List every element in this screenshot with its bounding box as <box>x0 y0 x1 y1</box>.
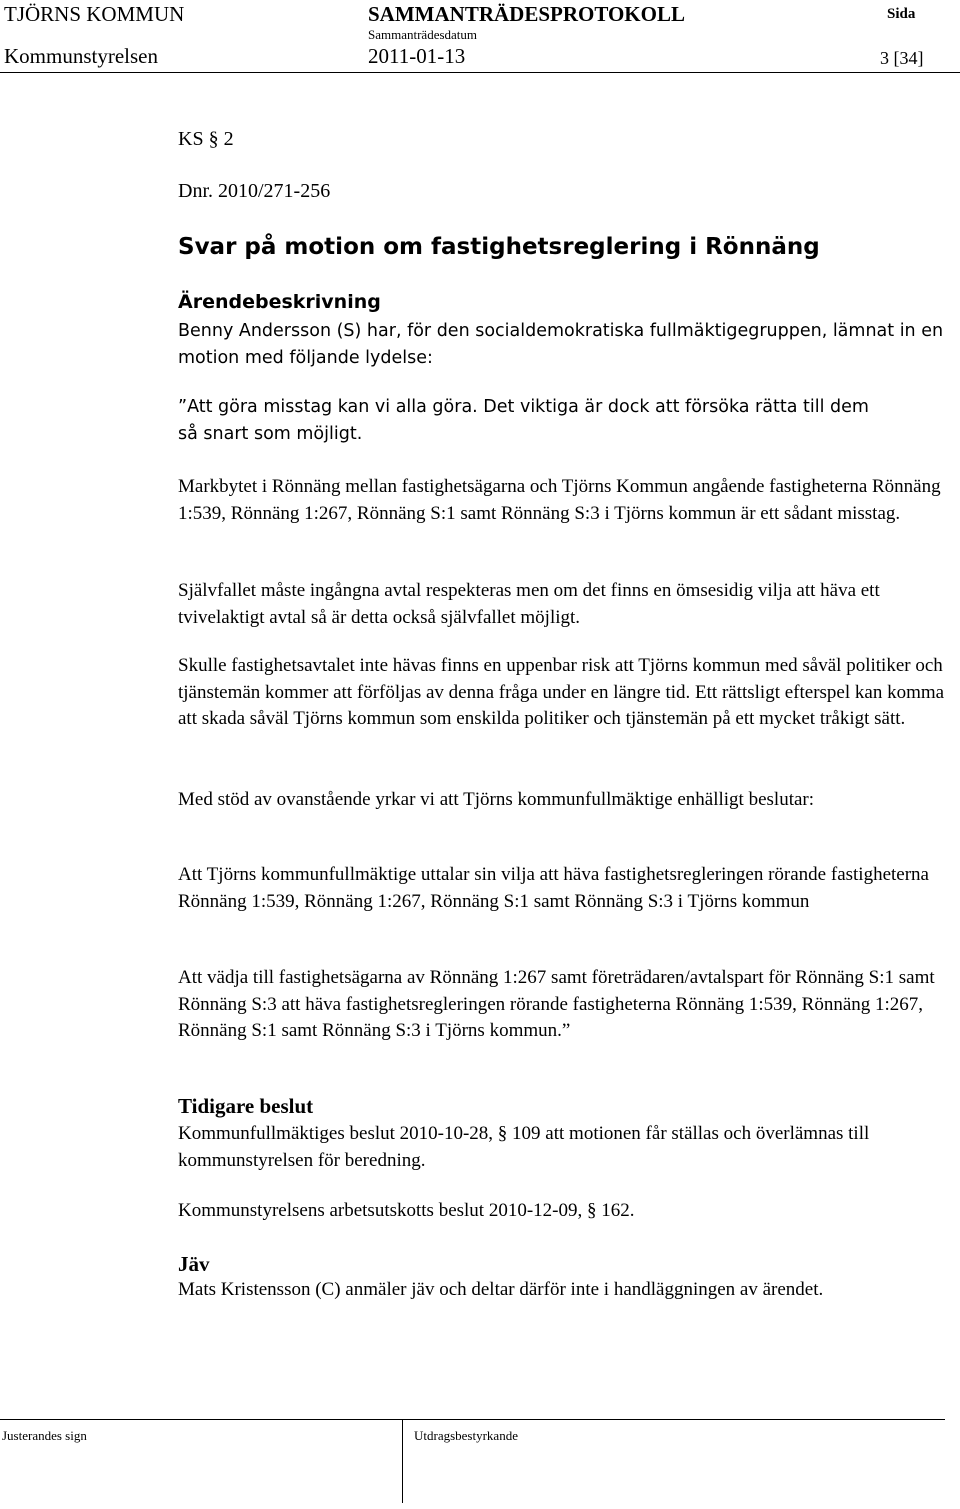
motion-paragraph-6: Att vädja till fastighetsägarna av Rönnäng 1:267 samt företrädaren/avtalspart för Rönnäng S:1 samt Rönnäng S:3 att häva fastighetsregleringen rörande fastigheterna Rönnäng 1:539, Rönnäng 1:267, Rönnäng S:1 samt Rönnäng S:3 i Tjörns kommun.” <box>178 967 935 1041</box>
case-dnr: Dnr. 2010/271-256 <box>178 180 331 202</box>
previous-decisions-heading: Tidigare beslut <box>178 1094 314 1118</box>
page-label: Sida <box>887 6 916 22</box>
motion-paragraph-5: Att Tjörns kommunfullmäktige uttalar sin vilja att häva fastighetsregleringen rörande fastigheterna Rönnäng 1:539, Rönnäng 1:267, Rönnäng S:1 samt Rönnäng S:3 i Tjörns kommun <box>178 864 929 912</box>
footer-signature-label: Justerandes sign <box>2 1428 87 1443</box>
previous-decision-2: Kommunstyrelsens arbetsutskotts beslut 2010-12-09, § 162. <box>178 1200 635 1221</box>
header-rule <box>0 72 960 73</box>
description-heading: Ärendebeskrivning <box>178 291 381 313</box>
committee-name: Kommunstyrelsen <box>4 44 158 68</box>
footer-rule <box>0 1419 945 1420</box>
motion-paragraph-3: Skulle fastighetsavtalet inte hävas finns en uppenbar risk att Tjörns kommun med såväl politiker och tjänstemän kommer att förföljas av denna fråga under en längre tid. Ett rättsligt efterspel kan komma att skada såväl Tjörns kommun som enskilda politiker och tjänstemän på ett mycket tråkigt sätt. <box>178 655 945 729</box>
protocol-title: SAMMANTRÄDESPROTOKOLL <box>368 2 685 26</box>
footer-certification-label: Utdragsbestyrkande <box>414 1428 518 1443</box>
motion-paragraph-4: Med stöd av ovanstående yrkar vi att Tjörns kommunfullmäktige enhälligt beslutar: <box>178 789 815 810</box>
meeting-date: 2011-01-13 <box>368 44 466 68</box>
motion-paragraph-2: Självfallet måste ingångna avtal respekteras men om det finns en ömsesidig vilja att häva ett tvivelaktigt avtal så är detta också självfallet möjligt. <box>178 580 880 628</box>
previous-decision-1: Kommunfullmäktiges beslut 2010-10-28, § 109 att motionen får ställas och överlämnas till kommunstyrelsen för beredning. <box>178 1123 870 1171</box>
quote-line-1: ”Att göra misstag kan vi alla göra. Det viktiga är dock att försöka rätta till dem <box>178 397 869 417</box>
conflict-text: Mats Kristensson (C) anmäler jäv och deltar därför inte i handläggningen av ärendet. <box>178 1279 824 1300</box>
footer-divider <box>402 1419 403 1503</box>
date-label: Sammanträdesdatum <box>368 27 478 42</box>
page-title: Svar på motion om fastighetsreglering i Rönnäng <box>178 234 820 260</box>
motion-paragraph-1: Markbytet i Rönnäng mellan fastighetsägarna och Tjörns Kommun angående fastigheterna Rönnäng 1:539, Rönnäng 1:267, Rönnäng S:1 samt Rönnäng S:3 i Tjörns kommun är ett sådant misstag. <box>178 476 941 524</box>
page-number: 3 [34] <box>880 48 924 68</box>
case-ref: KS § 2 <box>178 128 234 150</box>
quote-line-2: så snart som möjligt. <box>178 424 363 444</box>
conflict-heading: Jäv <box>178 1252 210 1276</box>
description-intro: Benny Andersson (S) har, för den socialdemokratiska fullmäktigegruppen, lämnat in en motion med följande lydelse: <box>178 321 944 368</box>
municipality-name: TJÖRNS KOMMUN <box>4 2 185 26</box>
